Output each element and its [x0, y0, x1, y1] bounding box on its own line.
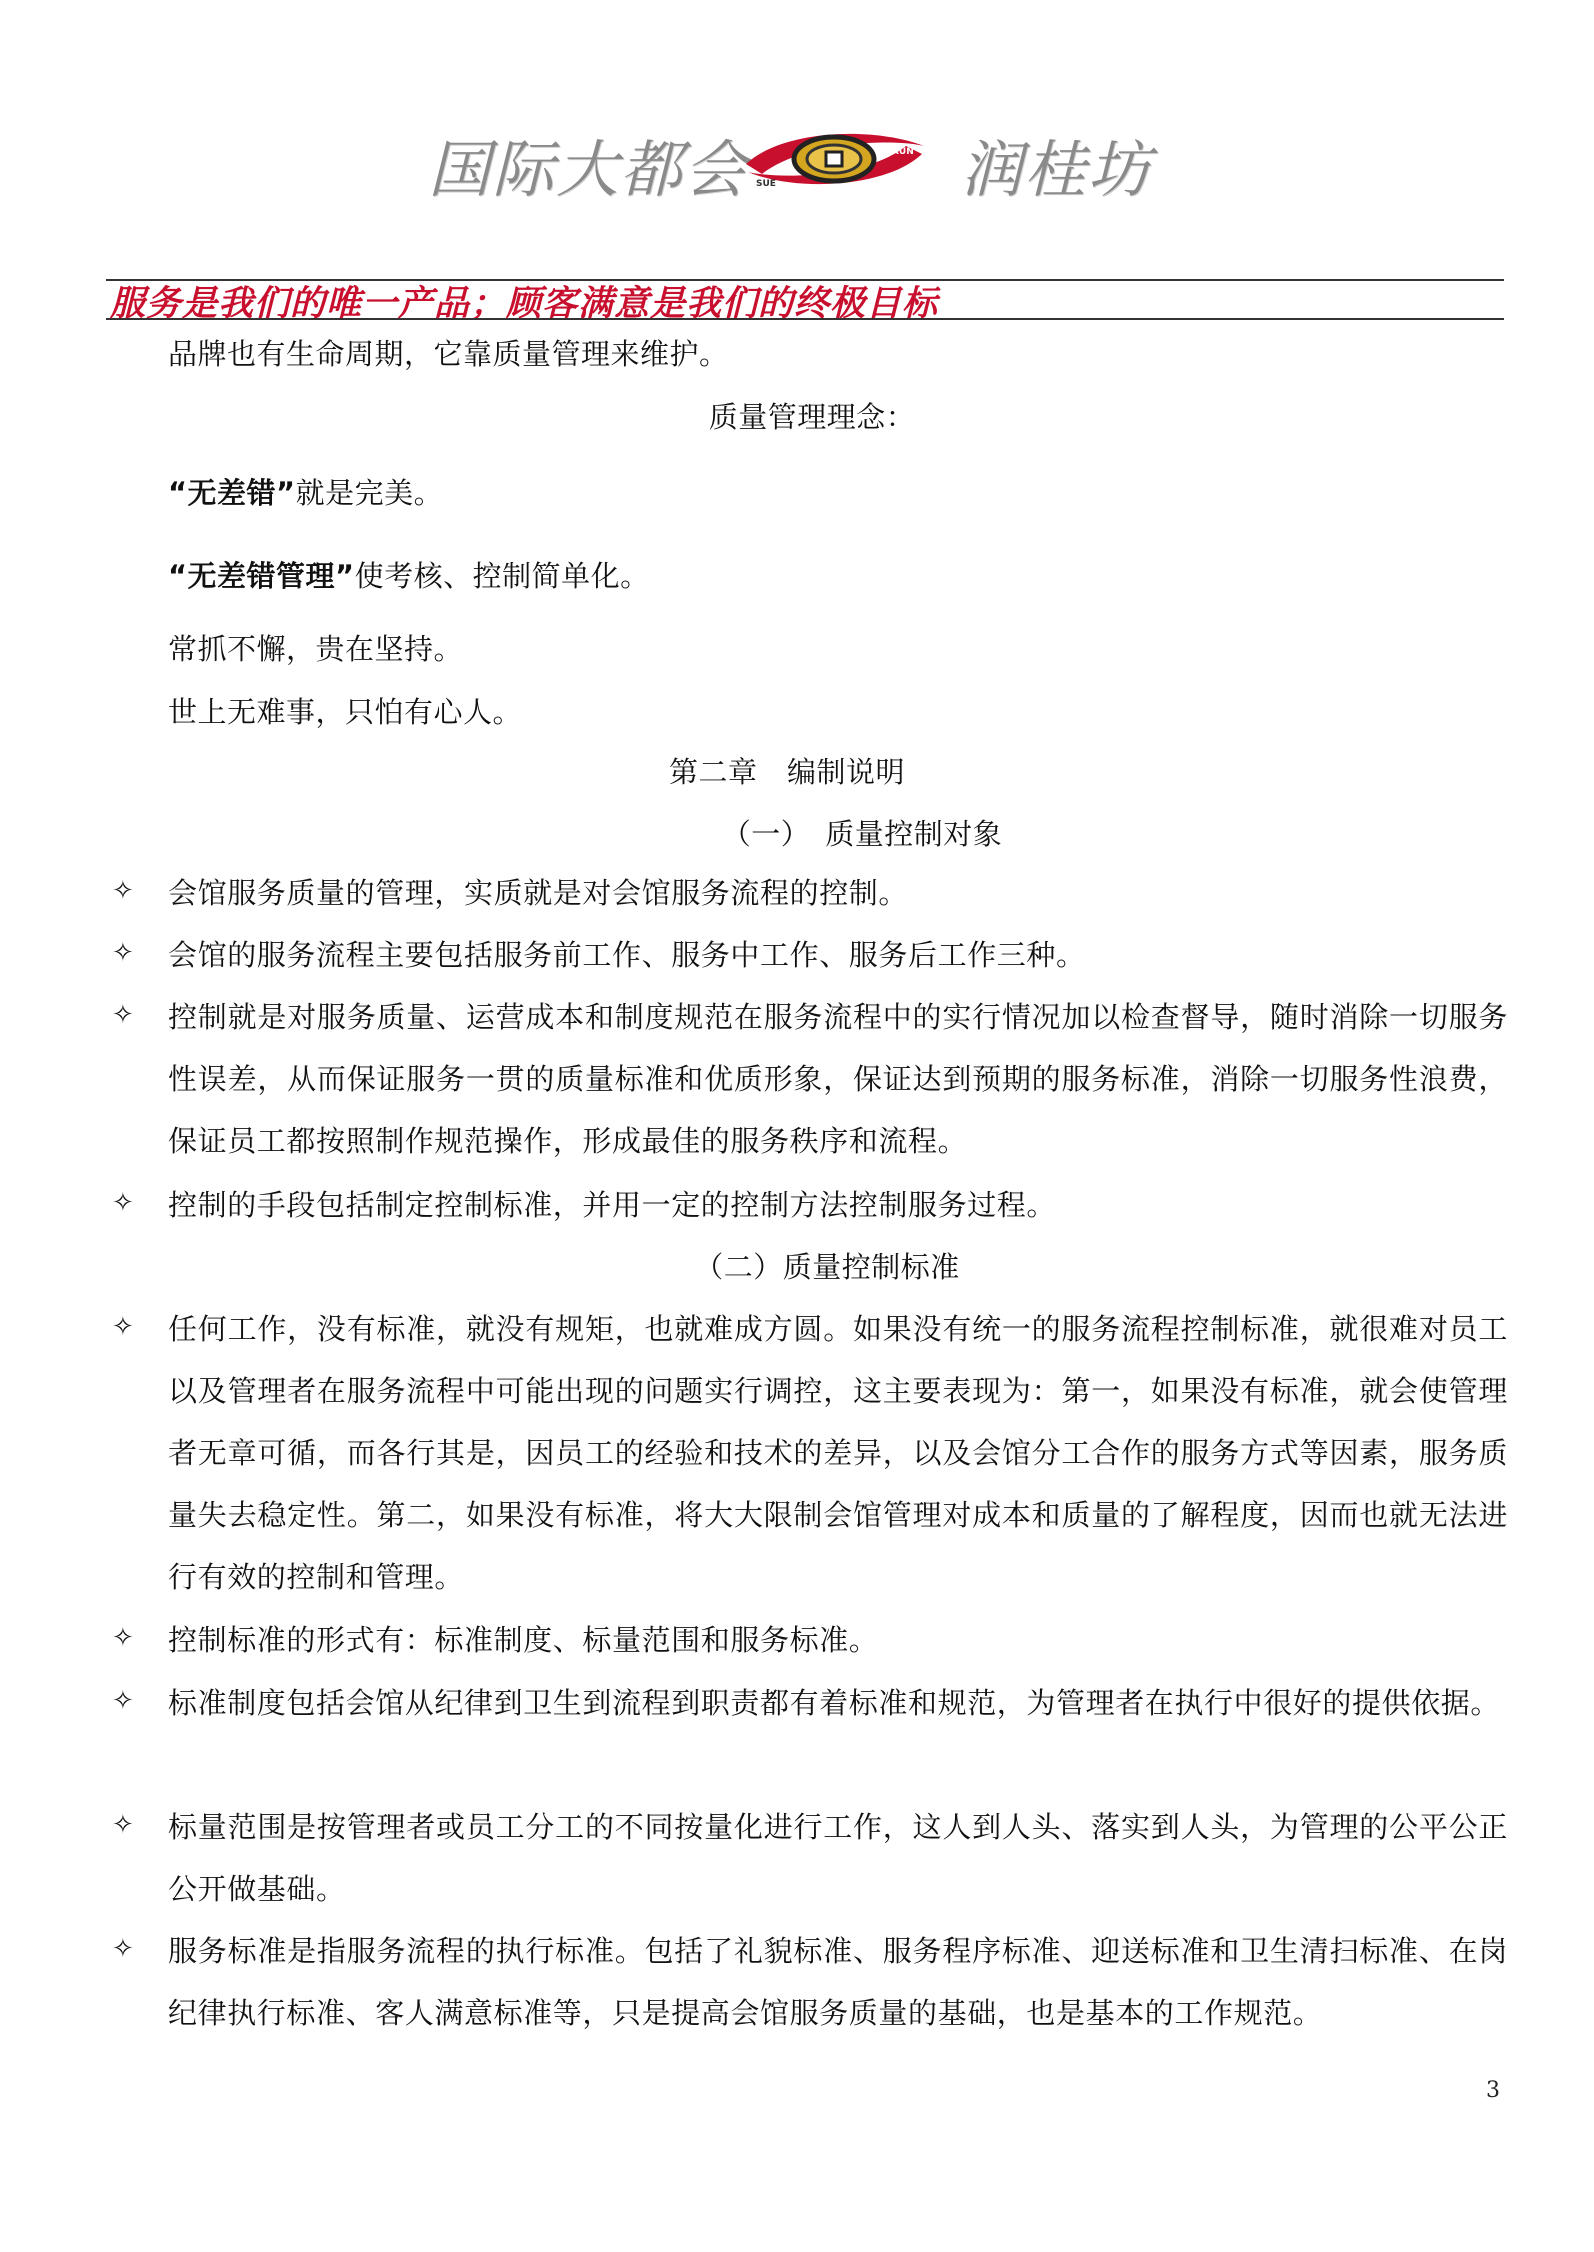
list-item: 会馆服务质量的管理，实质就是对会馆服务流程的控制。 [168, 876, 909, 910]
concept-title: 质量管理理念： [708, 400, 916, 434]
header-rule-bottom [106, 318, 1504, 320]
logo-text-left: SUE [756, 179, 776, 189]
bullet-icon: ✧ [112, 1623, 134, 1653]
brand-name-left: 国际大都会 [428, 133, 749, 206]
list-item: 控制就是对服务质量、运营成本和制度规范在服务流程中的实行情况加以检查督导，随时消除一切服务性误差，从而保证服务一贯的质量标准和优质形象，保证达到预期的服务标准，消除一切服务性浪费，保证员工都按照制作规范操作，形成最佳的服务秩序和流程。 [168, 1000, 1508, 1158]
list-item: 标准制度包括会馆从纪律到卫生到流程到职责都有着标准和规范，为管理者在执行中很好的提供依据。 [168, 1686, 1501, 1720]
company-logo-icon [742, 124, 926, 194]
concept-line-4: 世上无难事，只怕有心人。 [168, 695, 523, 729]
quote-rest: 使考核、控制简单化。 [354, 559, 650, 593]
list-item: 标量范围是按管理者或员工分工的不同按量化进行工作，这人到人头、落实到人头，为管理的公平公正公开做基础。 [168, 1810, 1508, 1906]
chapter-title: 第二章 编制说明 [668, 755, 905, 789]
list-item: 控制标准的形式有：标准制度、标量范围和服务标准。 [168, 1623, 879, 1657]
bullet-icon: ✧ [112, 1312, 134, 1342]
list-item: 控制的手段包括制定控制标准，并用一定的控制方法控制服务过程。 [168, 1188, 1057, 1222]
bullet-icon: ✧ [112, 1810, 134, 1840]
list-item: 任何工作，没有标准，就没有规矩，也就难成方圆。如果没有统一的服务流程控制标准，就很难对员工以及管理者在服务流程中可能出现的问题实行调控，这主要表现为：第一，如果没有标准，就会使管理者无章可循，而各行其是，因员工的经验和技术的差异，以及会馆分工合作的服务方式等因素，服务质量失去稳定性。第二，如果没有标准，将大大限制会馆管理对成本和质量的了解程度，因而也就无法进行有效的控制和管理。 [168, 1312, 1508, 1594]
section-title-2: （二）质量控制标准 [694, 1250, 960, 1284]
logo-text-right: RUN [892, 147, 914, 157]
concept-line-2 [168, 554, 650, 595]
slogan: 服务是我们的唯一产品；顾客满意是我们的终极目标 [110, 284, 939, 324]
intro-line: 品牌也有生命周期，它靠质量管理来维护。 [168, 337, 729, 371]
bullet-icon: ✧ [112, 1000, 134, 1030]
quote-term: “无差错管理” [168, 559, 355, 593]
concept-line-3: 常抓不懈，贵在坚持。 [168, 632, 464, 666]
bullet-icon: ✧ [112, 876, 134, 906]
letterhead [0, 110, 1594, 220]
concept-line-1 [168, 471, 443, 512]
brand-name-right: 润桂坊 [960, 133, 1153, 206]
bullet-icon: ✧ [112, 1686, 134, 1716]
bullet-icon: ✧ [112, 1934, 134, 1964]
quote-term: “无差错” [168, 476, 296, 510]
bullet-icon: ✧ [112, 938, 134, 968]
bullet-icon: ✧ [112, 1188, 134, 1218]
list-item: 服务标准是指服务流程的执行标准。包括了礼貌标准、服务程序标准、迎送标准和卫生清扫标准、在岗纪律执行标准、客人满意标准等，只是提高会馆服务质量的基础，也是基本的工作规范。 [168, 1934, 1508, 2030]
page-number: 3 [1486, 2078, 1500, 2103]
list-item: 会馆的服务流程主要包括服务前工作、服务中工作、服务后工作三种。 [168, 938, 1086, 972]
quote-rest: 就是完美。 [295, 476, 444, 510]
section-title-1: （一） 质量控制对象 [721, 817, 1003, 851]
